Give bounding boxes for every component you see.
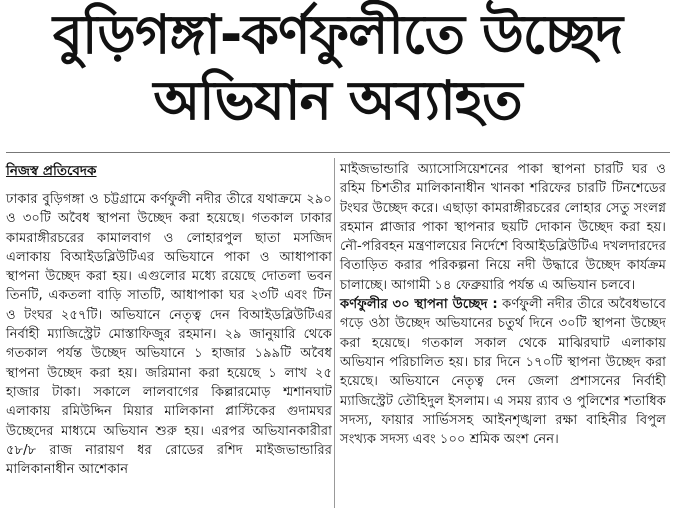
headline-rule (6, 152, 670, 153)
article-paragraph: মাইজভান্ডারি অ্যাসোসিয়েশনের পাকা স্থাপনা চারটি ঘর ও রহিম চিশতীর মালিকানাধীন খানকা শরিফের চারটি টিনশেডের টংঘর উচ্ছেদ করে। এছাড়া কামরাঙ্গীরচরের লোহার সেতু সংলগ্ন রহমান প্লাজার পাকা স্থাপনার ছয়টি দোকান উচ্ছেদ করা হয়। নৌ-পরিবহন মন্ত্রণালয়ের নির্দেশে বিআইডব্লিউটিএ দখলদারদের বিতাড়িত করার পরিকল্পনা নিয়ে নদী উদ্ধারে উচ্ছেদ কার্যক্রম চালাচ্ছে। আগামী ১৪ ফেব্রুয়ারি পর্যন্ত এ অভিযান চলবে। (340, 162, 666, 293)
headline (0, 2, 675, 134)
article-paragraph (340, 295, 666, 449)
subheading-body: কর্ণফুলী নদীর তীরে অবৈধভাবে গড়ে ওঠা উচ্ছেদ অভিযানের চতুর্থ দিনে ৩০টি স্থাপনা উচ্ছেদ করা হয়েছে। গতকাল সকাল থেকে মাঝিরঘাট এলাকায় অভিযান পরিচালিত হয়। চার দিনে ১৭০টি স্থাপনা উচ্ছেদ করা হয়েছে। অভিযানে নেতৃত্ব দেন জেলা প্রশাসনের নির্বাহী ম্যাজিস্ট্রেট তৌহিদুল ইসলাম। এ সময় র‍্যাব ও পুলিশের শতাধিক সদস্য, ফায়ার সার্ভিসসহ আইনশৃঙ্খলা রক্ষা বাহিনীর বিপুল সংখ্যক সদস্য এবং ১০০ শ্রমিক অংশ নেন। (340, 297, 666, 448)
headline-line-1: বুড়িগঙ্গা-কর্ণফুলীতে উচ্ছেদ (52, 3, 623, 66)
article-paragraph: ঢাকার বুড়িগঙ্গা ও চট্টগ্রামে কর্ণফুলী নদীর তীরে যথাক্রমে ২৯০ ও ৩০টি অবৈধ স্থাপনা উচ্ছেদ করা হয়েছে। গতকাল ঢাকার কামরাঙ্গীরচরের কামালবাগ ও লোহারপুল ছাতা মসজিদ এলাকায় বিআইডব্লিউটিএর অভিযানে পাকা ও আধাপাকা স্থাপনা উচ্ছেদ করা হয়। এগুলোর মধ্যে রয়েছে দোতলা ভবন তিনটি, একতলা বাড়ি সাতটি, আধাপাকা ঘর ২৩টি এবং টিন ও টংঘর ২৫৭টি। অভিযানে নেতৃত্ব দেন বিআইডব্লিউটিএর নির্বাহী ম্যাজিস্ট্রেট মোস্তাফিজুর রহমান। ২৯ জানুয়ারি থেকে গতকাল পর্যন্ত উচ্ছেদ অভিযানে ১ হাজার ১৯৯টি অবৈধ স্থাপনা উচ্ছেদ করা হয়। জরিমানা করা হয়েছে ১ লাখ ২৫ হাজার টাকা। সকালে লালবাগের কিল্লারমোড় শ্মশানঘাট এলাকায় রমিউদ্দিন মিয়ার মালিকানা প্লাস্টিকের গুদামঘর উচ্ছেদের মাধ্যমে অভিযান শুরু হয়। এরপর অভিযানকারীরা ৫৮/৮ রাজ নারায়ণ ধর রোডের রশিদ মাইজভান্ডারির মালিকানাধীন আশেকান (6, 192, 332, 478)
headline-line-2: অভিযান অব্যাহত (153, 69, 522, 132)
article-column-left (6, 190, 332, 479)
subheading: কর্ণফুলীর ৩০ স্থাপনা উচ্ছেদ : (340, 297, 498, 313)
article-column-right (340, 160, 666, 449)
column-divider (334, 158, 335, 508)
byline: নিজস্ব প্রতিবেদক (6, 163, 97, 179)
